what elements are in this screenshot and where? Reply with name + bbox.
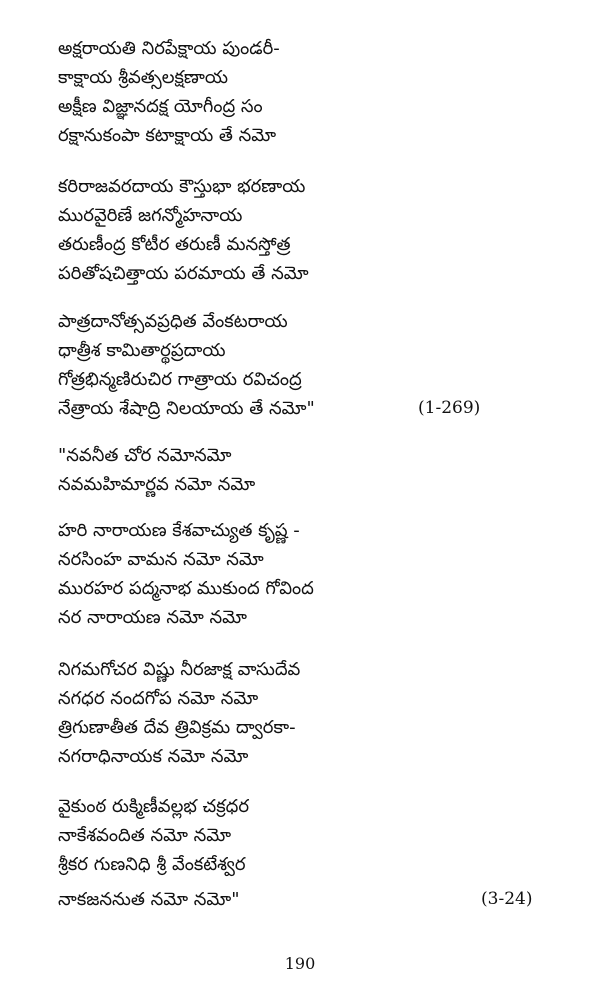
stanza-1 [58,34,558,150]
verse-line: నగధర నందగోప నమో నమో [58,688,259,709]
verse-line: కరిరాజవరదాయ కౌస్తుభా భరణాయ [58,176,306,197]
verse-reference: (1-269) [418,398,481,418]
stanza-5 [58,516,558,632]
verse-line: నాకజననుత నమో నమో" [58,889,240,910]
verse-line: వైకుంఠ రుక్మిణీవల్లభ చక్రధర [58,796,250,817]
verse-line: మురహర పద్మనాభ ముకుంద గోవింద [58,578,314,599]
verse-line: తరుణీంద్ర కోటీర తరుణీ మనస్తోత్ర [58,234,291,255]
verse-line: గోత్రభిన్మణిరుచిర గాత్రాయ రవిచంద్ర [58,369,302,390]
stanza-2 [58,172,558,288]
verse-line: అక్షీణ విజ్ఞానదక్ష యోగీంద్ర సం [58,96,263,117]
verse-line: నగరాధినాయక నమో నమో [58,746,249,767]
verse-line: "నవనీత చోర నమోనమో [58,445,232,466]
verse-line: నేత్రాయ శేషాద్రి నిలయాయ తే నమో" [58,398,315,419]
verse-line: పరితోషచిత్తాయ పరమాయ తే నమో [58,263,309,284]
verse-reference: (3-24) [481,889,533,909]
verse-line: శ్రీకర గుణనిధి శ్రీ వేంకటేశ్వర [58,854,246,875]
verse-line: నాకేశవందిత నమో నమో [58,825,232,846]
verse-line: ధాత్రీశ కామితార్థప్రదాయ [58,340,226,361]
verse-line: త్రిగుణాతీత దేవ త్రివిక్రమ ద్వారకా- [58,717,296,738]
verse-line: నిగమగోచర విష్ణు నీరజాక్ష వాసుదేవ [58,659,301,680]
verse-line: కాక్షాయ శ్రీవత్సలక్షణాయ [58,67,228,88]
verse-line: పాత్రదానోత్సవప్రధిత వేంకటరాయ [58,311,288,332]
verse-line: నవమహిమార్ణవ నమో నమో [58,474,256,495]
stanza-4 [58,441,558,499]
verse-line: రక్షానుకంపా కటాక్షాయ తే నమో [58,125,277,146]
stanza-6 [58,655,558,771]
verse-line: నరసింహ వామన నమో నమో [58,549,264,570]
verse-line: మురవైరిణే జగన్మోహనాయ [58,205,243,226]
stanza-3 [58,307,558,423]
verse-line: నర నారాయణ నమో నమో [58,607,247,628]
verse-line: హరి నారాయణ కేశవాచ్యుత కృష్ణ - [58,520,300,541]
verse-line: అక్షరాయతి నిరపేక్షాయ పుండరీ- [58,38,280,59]
page-number: 190 [284,954,316,973]
